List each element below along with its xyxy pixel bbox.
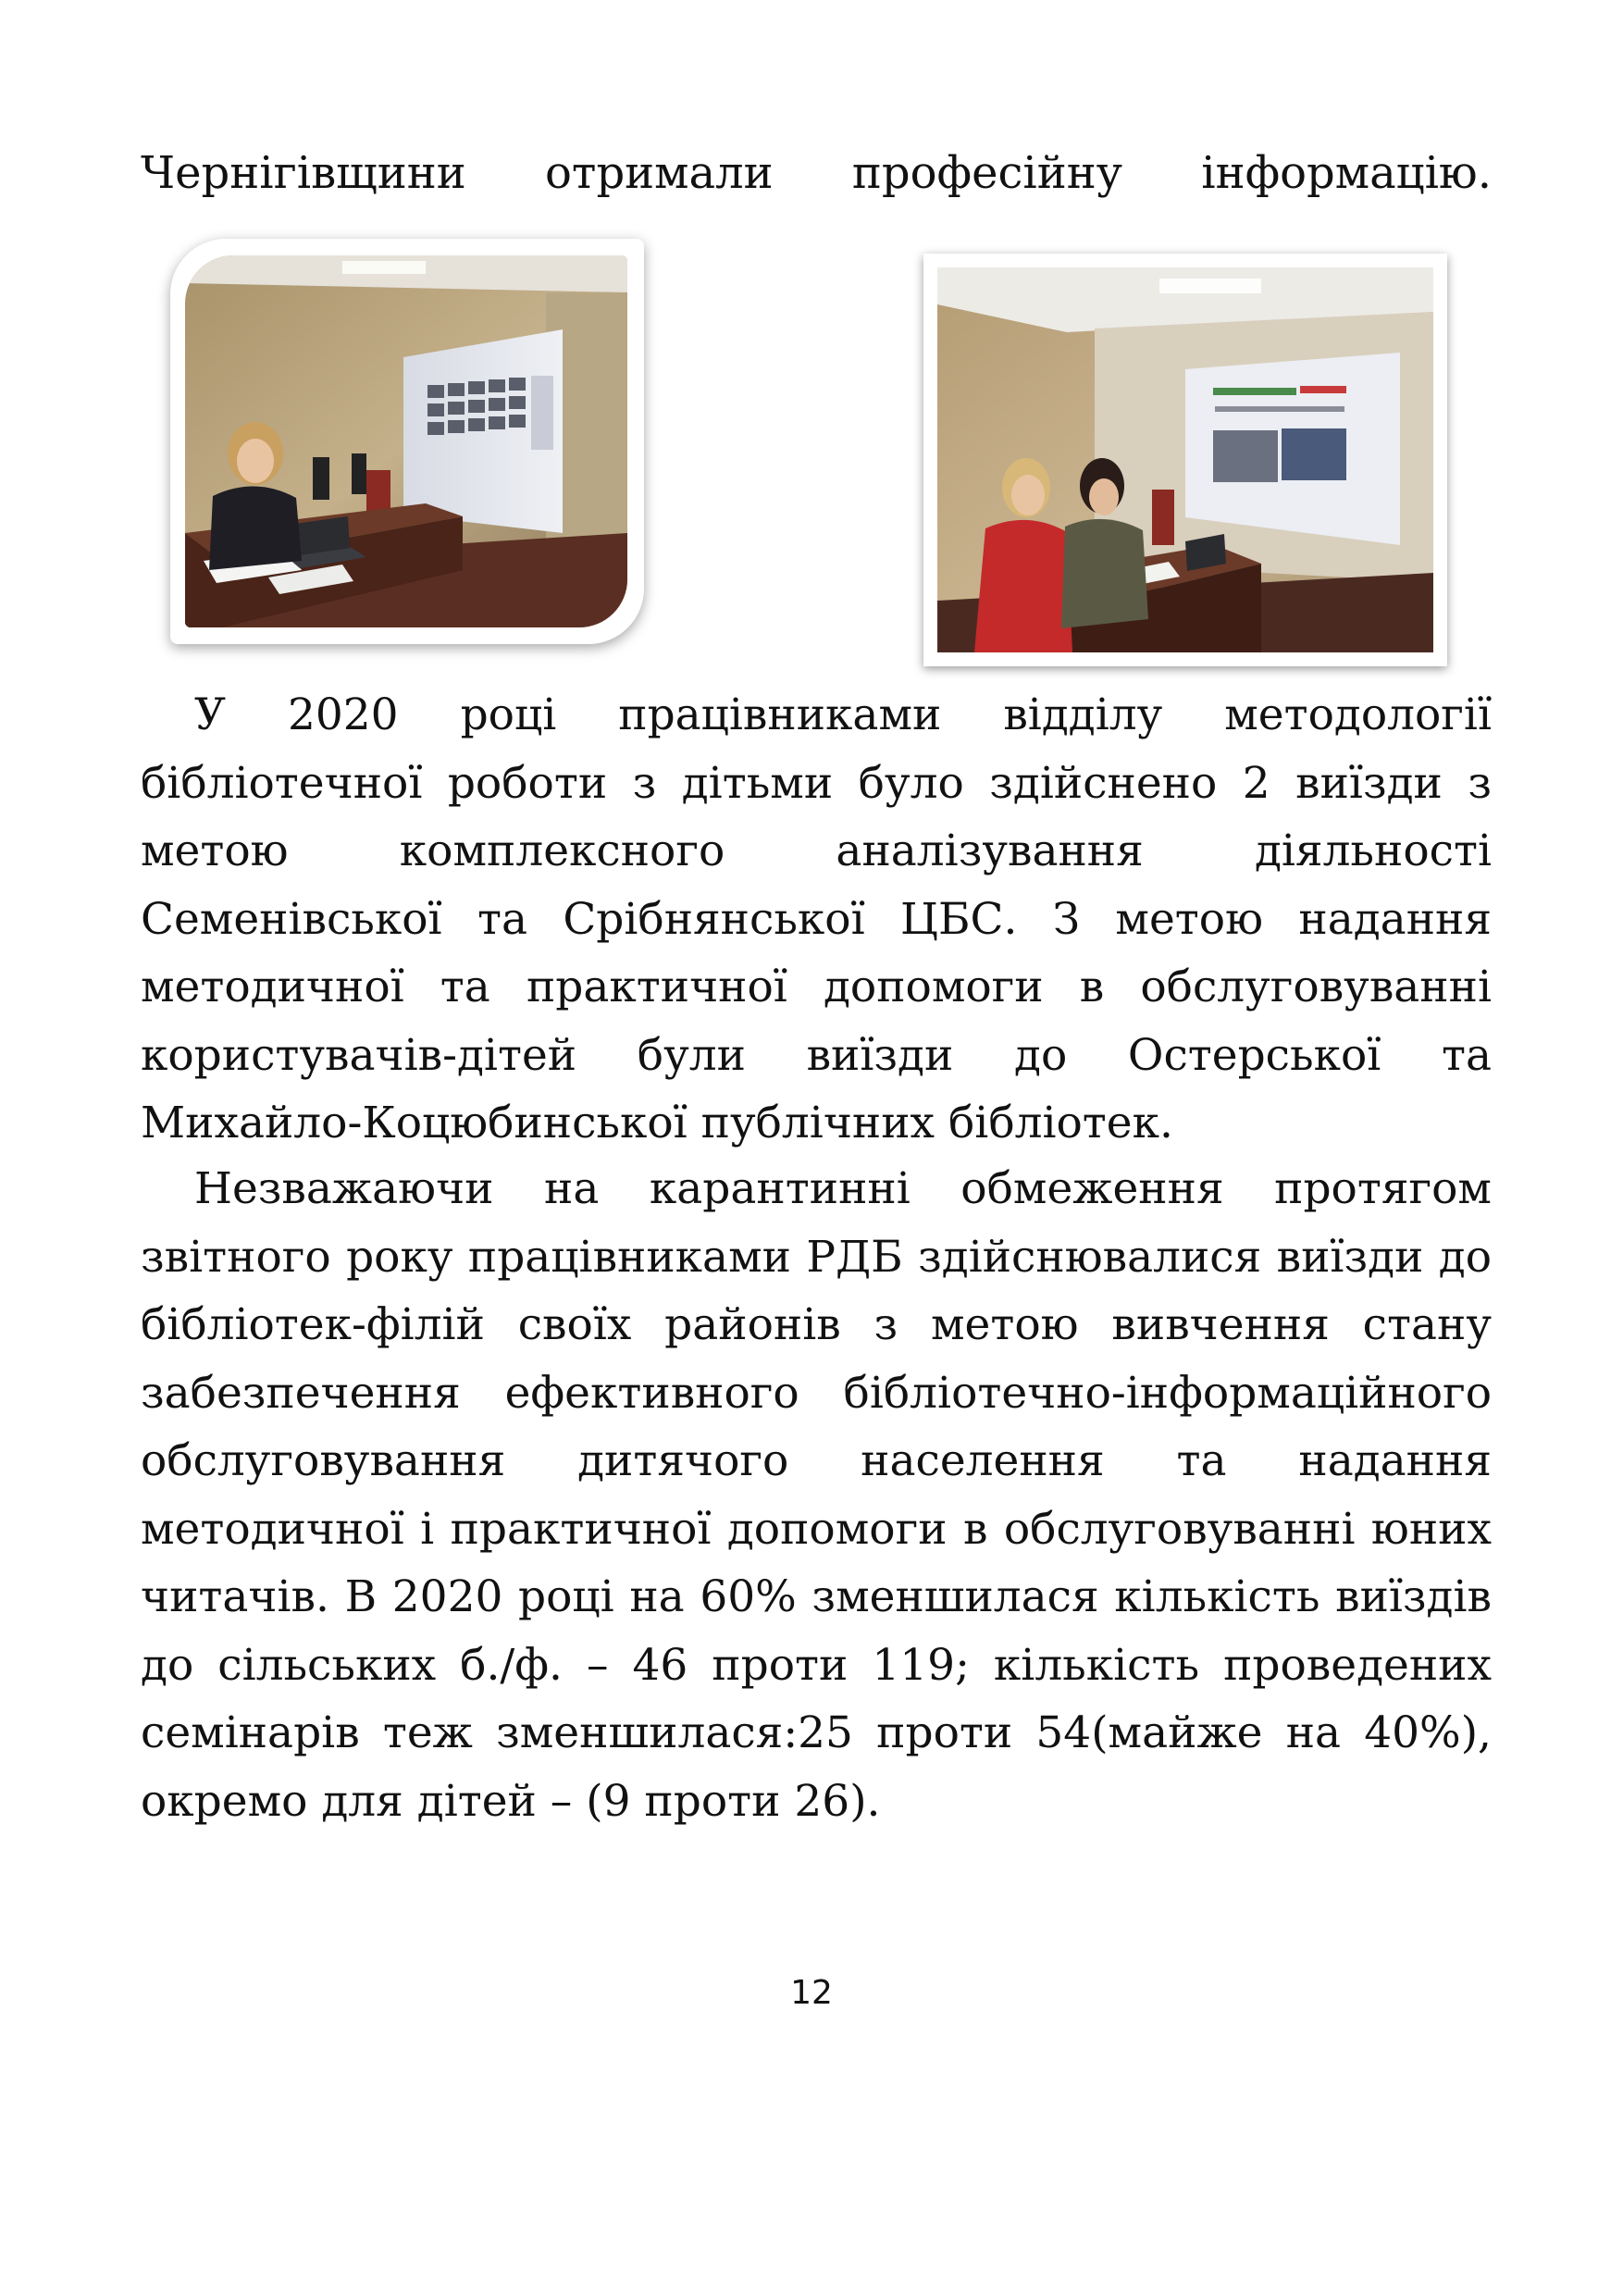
- paragraph-field-visits: У 2020 році працівниками відділу методології бібліотечної роботи з дітьми було здійснено 2 виїзди з метою комплексного аналізування діяльності Семенівської та Срібнянської ЦБС. З метою надання методичної та практичної допомоги в обслуговуванні користувачів-дітей були виїзди до Остерської та Михайло-Коцюбинської публічних бібліотек.: [141, 689, 1492, 1148]
- top-line-word: отримали: [544, 147, 774, 199]
- top-line-word: інформацію.: [1201, 147, 1492, 199]
- page-number: 12: [790, 1974, 833, 2012]
- top-line-word: Чернігівщини: [141, 147, 466, 199]
- photo-presentation: [937, 267, 1433, 652]
- paragraph-quarantine-visits: Незважаючи на карантинні обмеження протягом звітного року працівниками РДБ здійснювалися виїзди до бібліотек-філій своїх районів з метою вивчення стану забезпечення ефективного бібліотечно-інформаційного обслуговування дитячого населення та надання методичної і практичної допомоги в обслуговуванні юних читачів. В 2020 році на 60% зменшилася кількість виїздів до сільських б./ф. – 46 проти 119; кількість проведених семінарів теж зменшилася:25 проти 54(майже на 40%), окремо для дітей – (9 проти 26).: [141, 1163, 1492, 1827]
- top-text-line: [141, 139, 1492, 207]
- top-line-word: професійну: [851, 147, 1122, 199]
- photo-video-conference: [185, 255, 627, 627]
